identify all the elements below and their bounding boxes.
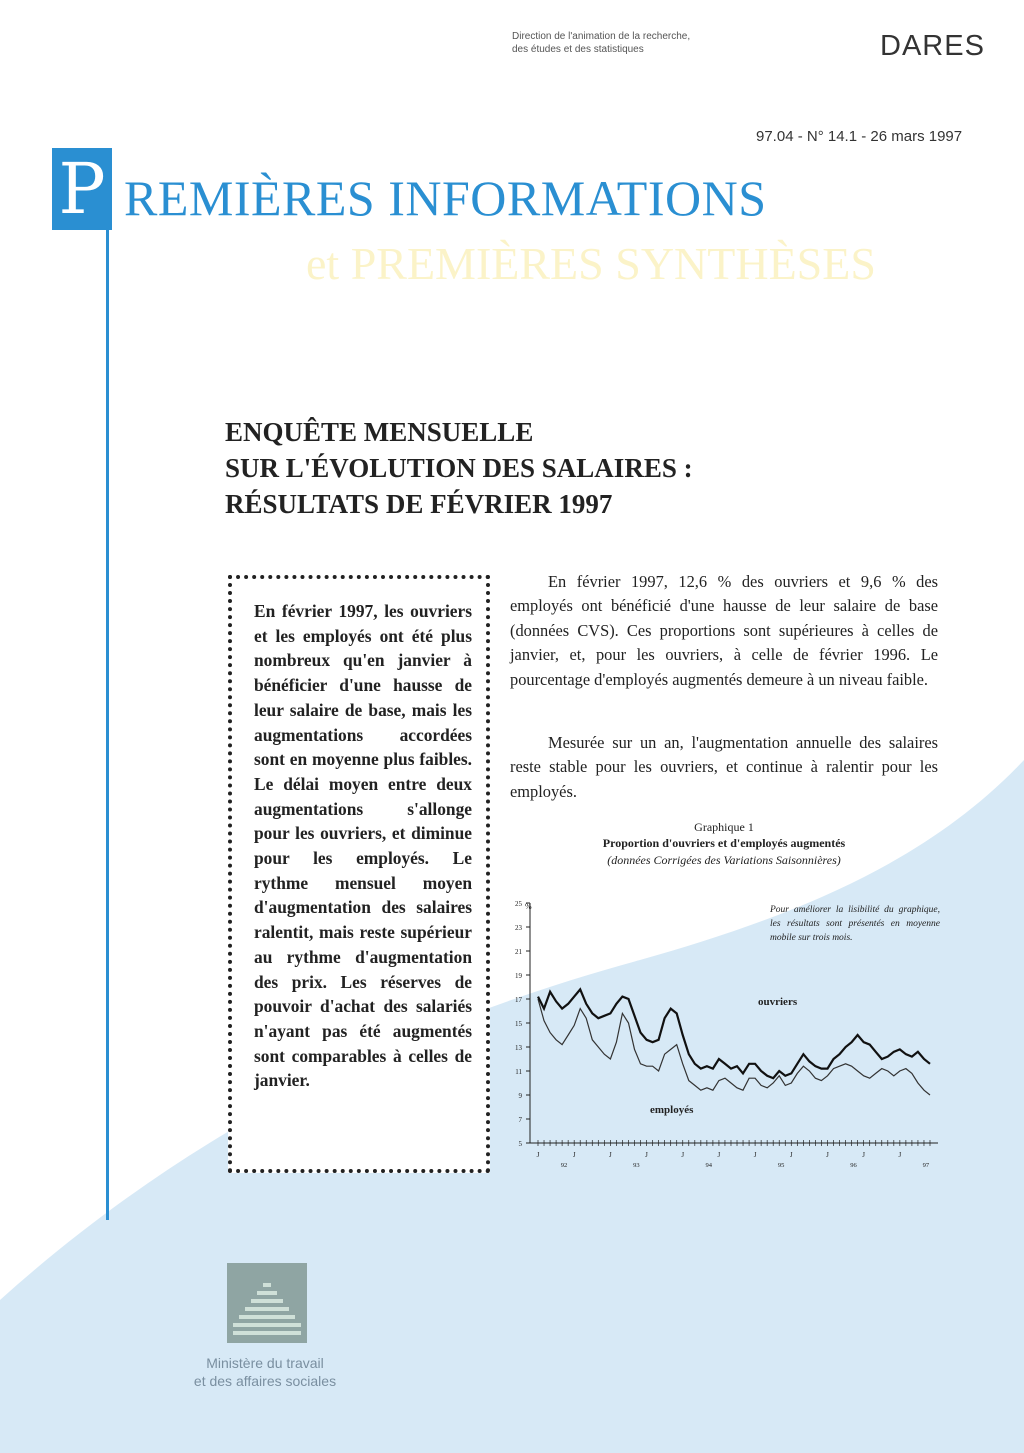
- line-chart: [508, 895, 944, 1190]
- body-paragraph: Mesurée sur un an, l'augmentation annuelle des salaires reste stable pour les ouvriers, et continue à ralentir pour les employés.: [510, 733, 938, 801]
- y-unit-label: %: [525, 902, 532, 911]
- x-tick-label: J: [826, 1151, 829, 1159]
- x-tick-label: J: [645, 1151, 648, 1159]
- article-title-line: RÉSULTATS DE FÉVRIER 1997: [225, 489, 613, 519]
- graph-label: Graphique 1: [694, 820, 754, 834]
- x-tick-label: J: [717, 1151, 721, 1159]
- summary-text: En février 1997, les ouvriers et les employés ont été plus nombreux qu'en janvier à bénéficier d'une hausse de leur salaire de base, mais les augmentations accordées sont en moyenne plus faibles. Le délai moyen entre deux augmentations s'allonge pour les ouvriers, et diminue pour les employés. Le rythme mensuel moyen d'augmentation des salaires ralentit, mais reste supérieur au rythme d'augmentation des prix. Les réserves de pouvoir d'achat des salariés n'ayant pas été augmentés sont comparables à celles de janvier.: [254, 601, 472, 1091]
- y-tick-label: 15: [515, 1020, 522, 1028]
- x-year-label: 95: [777, 1162, 785, 1169]
- masthead-subtitle: et PREMIÈRES SYNTHÈSES: [306, 238, 876, 289]
- article-title: [225, 414, 693, 522]
- y-tick-label: 19: [515, 972, 522, 980]
- x-tick-label: J: [609, 1151, 612, 1159]
- graph-subtitle: (données Corrigées des Variations Saisonnières): [607, 853, 841, 867]
- x-tick-label: J: [681, 1151, 685, 1159]
- issue-number: 97.04 - N° 14.1 - 26 mars 1997: [756, 128, 963, 145]
- article-title-line: ENQUÊTE MENSUELLE: [225, 417, 534, 447]
- x-tick-label: J: [898, 1151, 902, 1159]
- x-tick-label: J: [789, 1151, 793, 1159]
- y-tick-label: 23: [515, 924, 522, 932]
- x-tick-label: J: [536, 1151, 540, 1159]
- y-tick-label: 7: [518, 1116, 522, 1124]
- y-tick-label: 17: [515, 996, 522, 1004]
- body-paragraph: En février 1997, 12,6 % des ouvriers et 9,6 % des employés ont bénéficié d'une hausse de leur salaire de base (données CVS). Ces proportions sont supérieures à celles de janvier, et, pour les ouvriers, à celle de février 1996. Le pourcentage d'employés augmentés demeure à un niveau faible.: [510, 572, 938, 689]
- series-label-ouvriers: ouvriers: [758, 996, 798, 1008]
- x-tick-label: J: [572, 1151, 576, 1159]
- x-tick-label: J: [862, 1151, 866, 1159]
- x-year-label: 93: [633, 1162, 640, 1169]
- y-tick-label: 13: [515, 1044, 522, 1052]
- dares-logo-text: DARES: [880, 30, 985, 62]
- masthead-initial: P: [52, 148, 112, 230]
- x-year-label: 92: [560, 1162, 568, 1169]
- y-tick-label: 21: [515, 948, 522, 956]
- series-line-ouvriers: [538, 989, 930, 1078]
- x-year-label: 96: [850, 1162, 857, 1169]
- series-label-employes: employés: [650, 1104, 694, 1116]
- ministry-logo: [227, 1263, 307, 1343]
- masthead-rule: [106, 230, 109, 1220]
- y-tick-label: 5: [518, 1140, 522, 1148]
- ministry-name: Ministère du travail et des affaires sociales: [193, 1355, 337, 1389]
- direction-label: Direction de l'animation de la recherche, des études et des statistiques: [512, 31, 691, 55]
- x-year-label: 97: [922, 1162, 930, 1169]
- x-tick-label: J: [753, 1151, 757, 1159]
- graph-title: Proportion d'ouvriers et d'employés augmentés: [602, 836, 846, 850]
- masthead-title: REMIÈRES INFORMATIONS: [124, 170, 767, 226]
- summary-box: [228, 575, 490, 1173]
- y-tick-label: 11: [515, 1068, 522, 1076]
- graph-note: Pour améliorer la lisibilité du graphique, les résultats sont présentés en moyenne mobile sur trois mois.: [770, 905, 940, 943]
- y-tick-label: 9: [518, 1092, 522, 1100]
- y-tick-label: 25: [515, 900, 522, 908]
- x-year-label: 94: [705, 1162, 712, 1169]
- article-title-line: SUR L'ÉVOLUTION DES SALAIRES :: [225, 453, 693, 483]
